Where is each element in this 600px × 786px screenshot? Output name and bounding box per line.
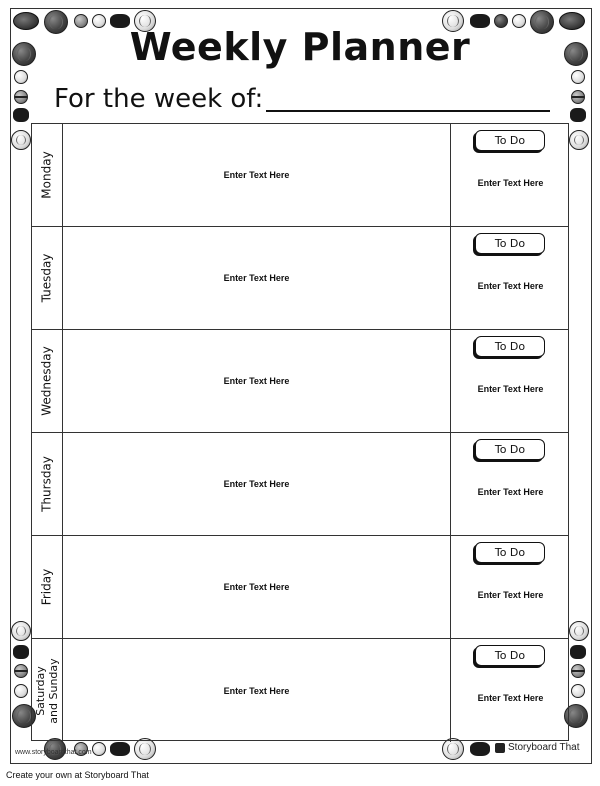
todo-column (450, 124, 570, 226)
baseball-icon (571, 70, 585, 84)
week-input-line[interactable] (266, 110, 550, 112)
todo-column (450, 536, 570, 638)
baseball-icon (571, 684, 585, 698)
todo-label: To Do (475, 336, 545, 357)
todo-label: To Do (475, 542, 545, 563)
day-label: Friday (39, 568, 54, 606)
day-label: Saturday and Sunday (34, 657, 60, 724)
hockey-puck-icon (13, 108, 29, 122)
day-column (32, 124, 63, 226)
soccer-ball-icon (14, 664, 28, 678)
page-title: Weekly Planner (129, 25, 471, 69)
baseball-icon (14, 70, 28, 84)
day-notes-field[interactable]: Enter Text Here (223, 170, 290, 180)
day-column (32, 227, 63, 329)
todo-column (450, 639, 570, 742)
todo-label: To Do (475, 130, 545, 151)
soccer-ball-icon (571, 90, 585, 104)
todo-column (450, 330, 570, 432)
day-notes-field[interactable]: Enter Text Here (223, 582, 290, 592)
day-column (32, 433, 63, 535)
hockey-puck-icon (570, 108, 586, 122)
day-column (32, 536, 63, 638)
todo-label: To Do (475, 645, 545, 666)
week-label: For the week of: (54, 84, 264, 114)
todo-field[interactable]: Enter Text Here (477, 384, 544, 394)
day-label: Wednesday (39, 346, 54, 416)
todo-field[interactable]: Enter Text Here (477, 487, 544, 497)
day-label: Thursday (39, 456, 54, 512)
hockey-puck-icon (110, 742, 130, 756)
todo-column (450, 227, 570, 329)
day-row-wednesday (32, 330, 568, 433)
hockey-puck-icon (470, 742, 490, 756)
brand-logo (495, 742, 580, 753)
todo-field[interactable]: Enter Text Here (477, 590, 544, 600)
planner-grid (31, 123, 569, 741)
brand-name: Storyboard That (508, 742, 580, 753)
volleyball-icon (569, 621, 589, 641)
hockey-puck-icon (13, 645, 29, 659)
day-row-monday (32, 124, 568, 227)
volleyball-icon (11, 130, 31, 150)
hockey-puck-icon (570, 645, 586, 659)
day-label: Monday (39, 151, 54, 199)
soccer-ball-icon (14, 90, 28, 104)
soccer-ball-icon (571, 664, 585, 678)
day-column (32, 639, 63, 742)
day-column (32, 330, 63, 432)
day-notes-field[interactable]: Enter Text Here (223, 376, 290, 386)
day-row-friday (32, 536, 568, 639)
watermark-url: www.storyboardthat.com (15, 749, 92, 756)
footer-link[interactable]: Create your own at Storyboard That (6, 770, 149, 780)
todo-column (450, 433, 570, 535)
day-notes-field[interactable]: Enter Text Here (223, 273, 290, 283)
day-row-tuesday (32, 227, 568, 330)
todo-field[interactable]: Enter Text Here (477, 281, 544, 291)
day-notes-field[interactable]: Enter Text Here (223, 685, 290, 696)
baseball-icon (92, 742, 106, 756)
todo-label: To Do (475, 439, 545, 460)
baseball-icon (14, 684, 28, 698)
day-label: Tuesday (39, 253, 54, 303)
storyboard-logo-icon (495, 743, 505, 753)
volleyball-icon (569, 130, 589, 150)
todo-label: To Do (475, 233, 545, 254)
day-row-weekend (32, 639, 568, 742)
todo-field[interactable]: Enter Text Here (477, 693, 544, 703)
todo-field[interactable]: Enter Text Here (477, 178, 544, 188)
day-notes-field[interactable]: Enter Text Here (223, 479, 290, 489)
day-row-thursday (32, 433, 568, 536)
volleyball-icon (11, 621, 31, 641)
